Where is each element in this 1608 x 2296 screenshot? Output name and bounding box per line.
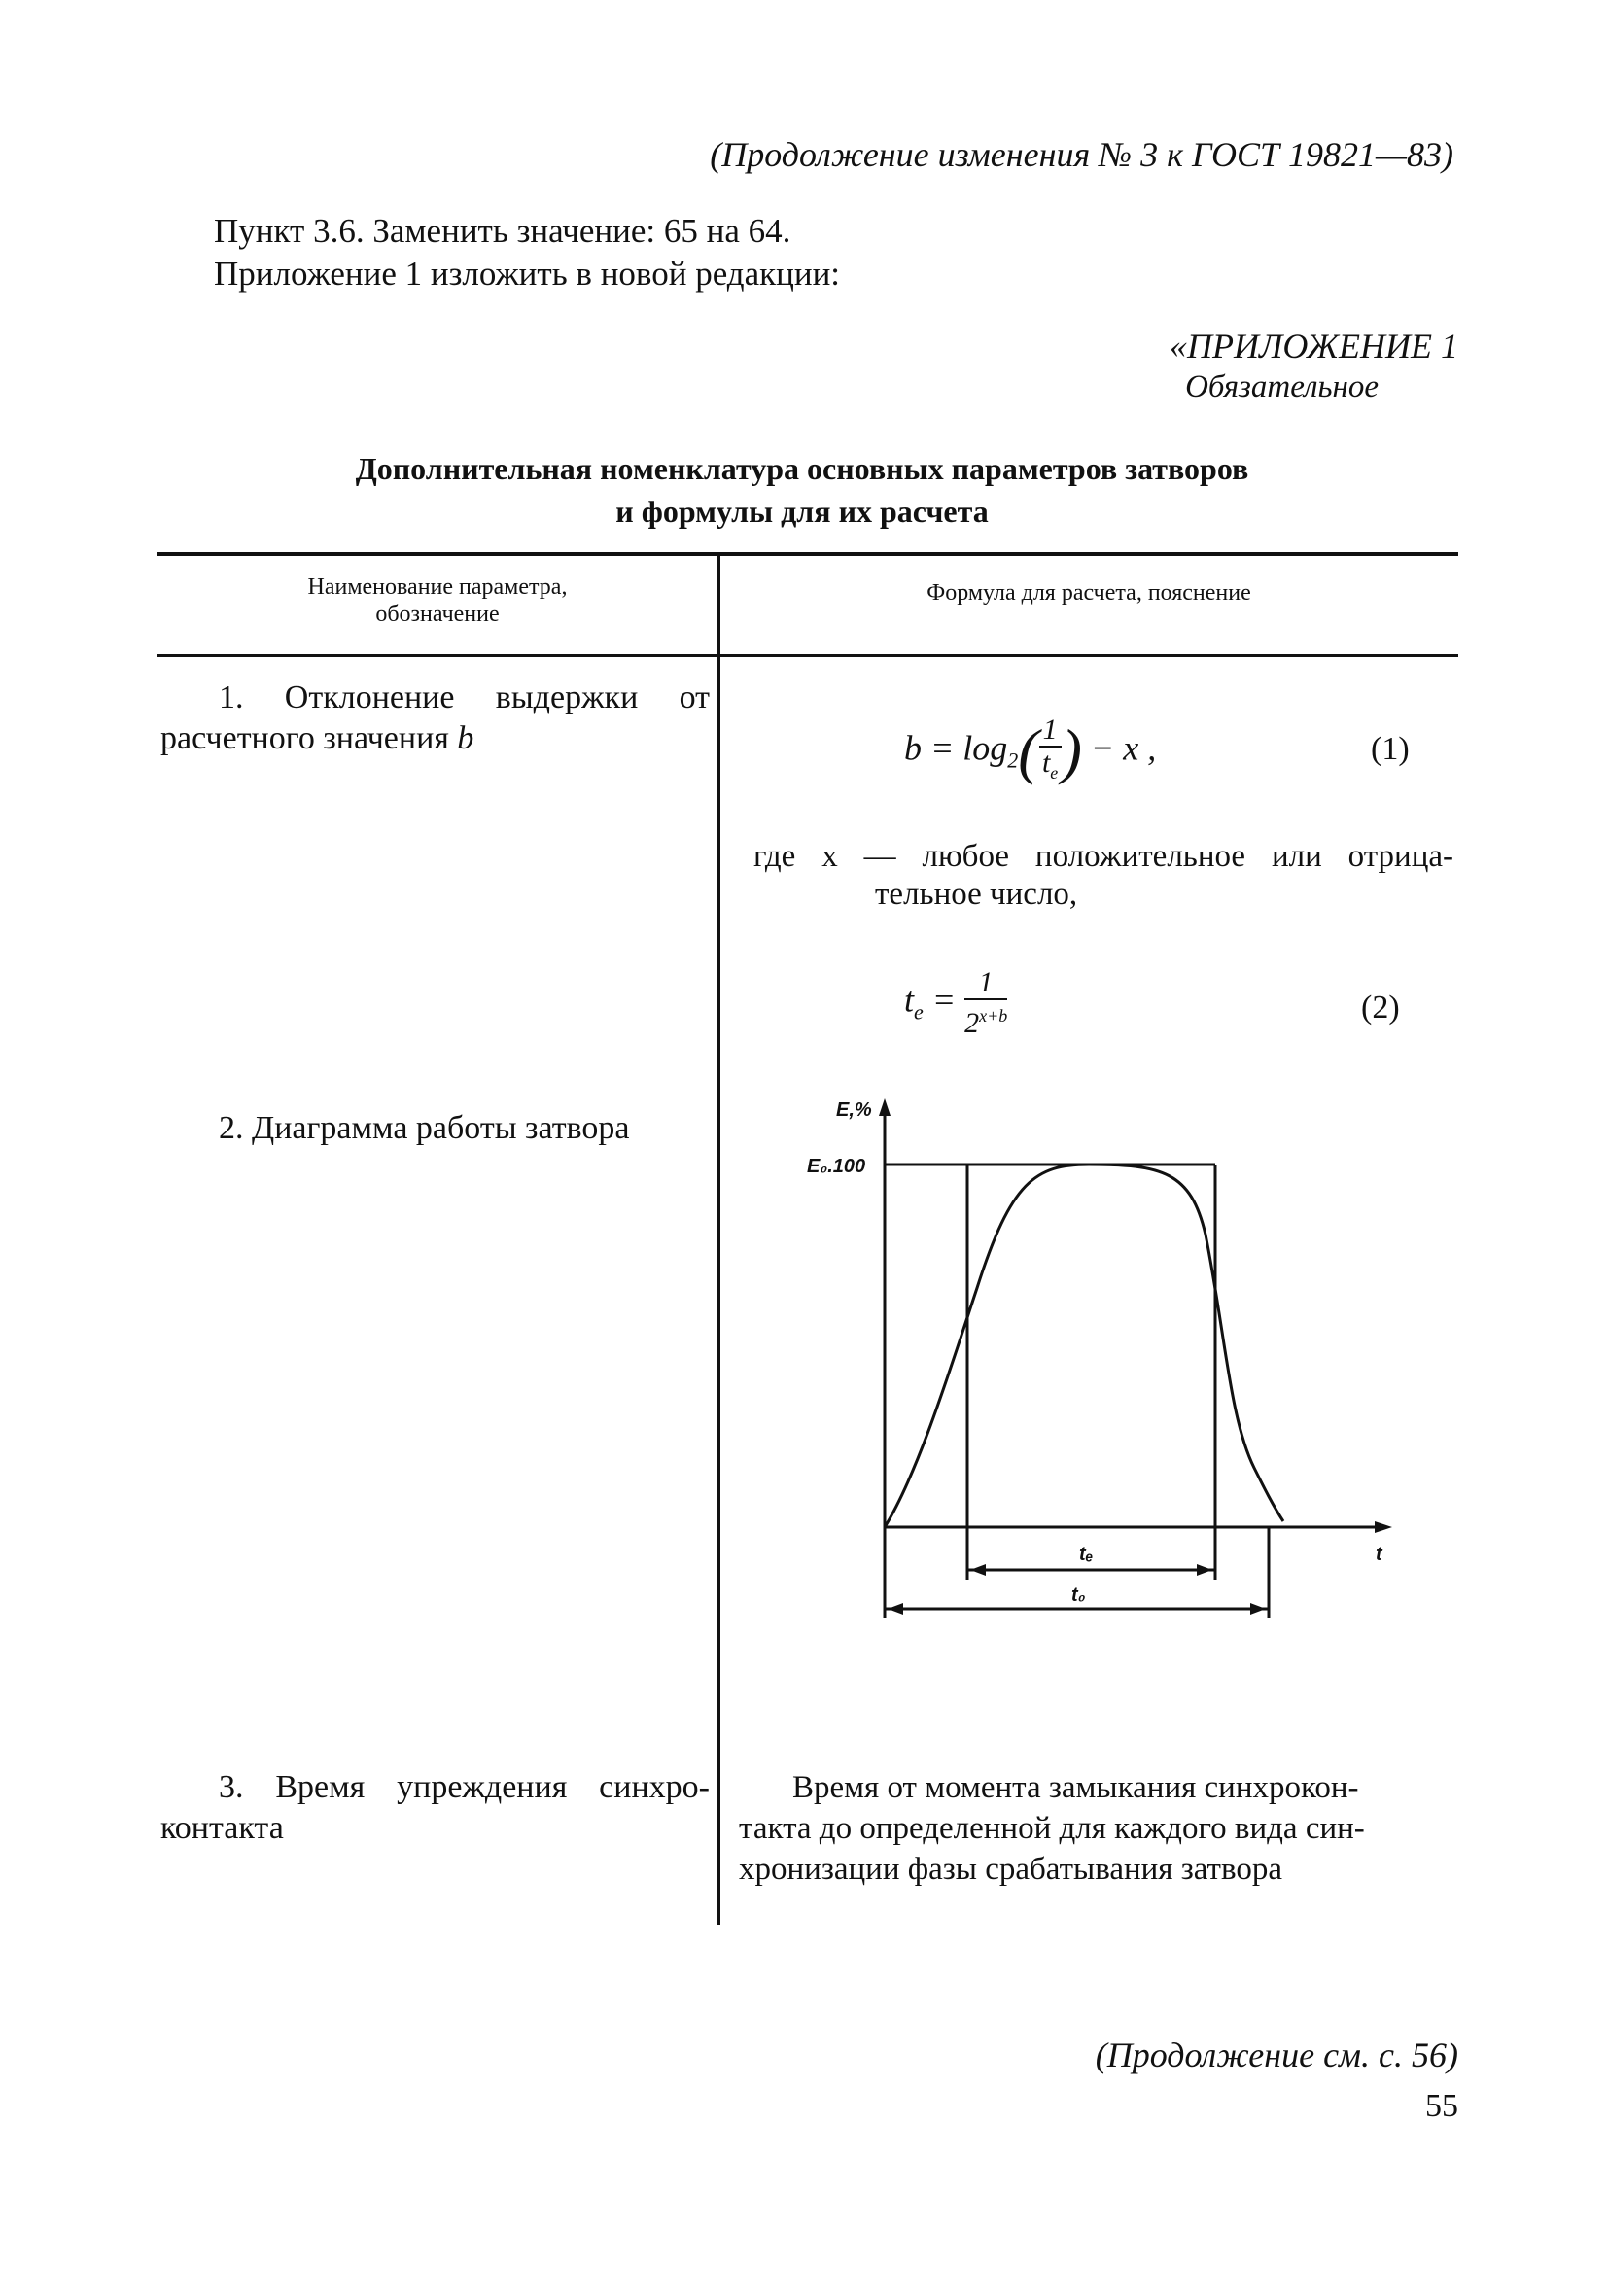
where-line-1: где x — любое положительное или отрица- — [753, 839, 1453, 874]
formula-2-exponent: x+b — [979, 1006, 1008, 1026]
row-1-symbol: b — [457, 720, 474, 756]
formula-2 — [904, 967, 1007, 1039]
continuation-header: (Продолжение изменения № 3 к ГОСТ 19821—83) — [710, 135, 1453, 174]
formula-1-number: (1) — [1371, 731, 1410, 767]
header-left-line-1: Наименование параметра, — [307, 574, 568, 600]
row-3-name-line-2: контакта — [160, 1810, 284, 1846]
x-axis-label: t — [1376, 1544, 1382, 1565]
inner-interval-arrow-left — [970, 1564, 986, 1576]
formula-1-open-paren: ( — [1018, 716, 1039, 785]
formula-1-denominator: t — [1041, 747, 1051, 779]
row-1-name — [160, 678, 710, 759]
formula-2-denominator: 2 — [964, 1007, 980, 1039]
formula-1-denominator-sub: e — [1050, 763, 1059, 783]
shutter-operation-diagram — [797, 1089, 1429, 1652]
outer-interval-arrow-left — [888, 1603, 903, 1615]
inner-interval-arrow-right — [1197, 1564, 1212, 1576]
table-header-rule — [157, 654, 1458, 657]
formula-2-numerator: 1 — [964, 967, 1007, 1000]
page-number: 55 — [1425, 2088, 1458, 2124]
row-3-desc-line-1: Время от момента замыкания синхрокон- — [792, 1770, 1359, 1805]
table-column-divider — [717, 552, 720, 1925]
row-3-desc-line-2: такта до определенной для каждого вида син- — [739, 1811, 1365, 1846]
appendix-subtitle: Обязательное — [1185, 369, 1379, 404]
table-title — [175, 447, 1429, 533]
exposure-curve — [885, 1165, 1283, 1527]
intro-line-1: Пункт 3.6. Заменить значение: 65 на 64. — [214, 212, 791, 250]
formula-1-fraction — [1039, 714, 1062, 788]
row-2-name: 2. Диаграмма работы затвора — [219, 1110, 630, 1146]
y-max-label: E₀.100 — [807, 1156, 866, 1177]
intro-line-2: Приложение 1 изложить в новой редакции: — [214, 255, 841, 293]
table-title-line-2: и формулы для их расчета — [615, 494, 989, 529]
formula-2-equals: = — [931, 980, 957, 1020]
x-axis-arrow — [1375, 1521, 1392, 1533]
y-axis-label: E,% — [836, 1099, 872, 1121]
formula-1-lhs: b = log — [904, 728, 1008, 768]
formula-1-tail: − x , — [1090, 728, 1157, 768]
table-title-line-1: Дополнительная номенклатура основных параметров затворов — [355, 451, 1249, 486]
formula-2-number: (2) — [1361, 990, 1400, 1026]
formula-2-fraction — [964, 967, 1007, 1039]
formula-1-numerator: 1 — [1039, 714, 1062, 748]
header-left-line-2: обозначение — [375, 602, 500, 627]
continuation-footer: (Продолжение см. с. 56) — [1095, 2035, 1458, 2074]
header-formula: Формула для расчета, пояснение — [926, 580, 1251, 606]
formula-2-lhs: t — [904, 980, 915, 1020]
appendix-title: «ПРИЛОЖЕНИЕ 1 — [1170, 327, 1458, 365]
row-1-name-line-1: 1. Отклонение выдержки от — [219, 679, 710, 715]
outer-interval-arrow-right — [1250, 1603, 1266, 1615]
where-line-2: тельное число, — [875, 877, 1078, 912]
table-top-rule — [157, 552, 1458, 556]
row-3-name — [160, 1767, 710, 1849]
formula-1-log-base: 2 — [1007, 748, 1019, 773]
formula-1 — [904, 714, 1156, 788]
formula-1-close-paren: ) — [1061, 716, 1082, 785]
formula-2-lhs-sub: e — [914, 999, 924, 1025]
row-3-desc-line-3: хронизации фазы срабатывания затвора — [739, 1852, 1282, 1887]
outer-interval-label: t₀ — [1071, 1584, 1086, 1606]
inner-interval-label: tₑ — [1079, 1544, 1094, 1565]
header-parameter-name — [165, 574, 710, 628]
row-3-description — [739, 1767, 1429, 1890]
row-3-name-line-1: 3. Время упреждения синхро- — [219, 1769, 710, 1805]
y-axis-arrow — [879, 1098, 891, 1116]
row-1-name-line-2: расчетного значения — [160, 720, 449, 756]
